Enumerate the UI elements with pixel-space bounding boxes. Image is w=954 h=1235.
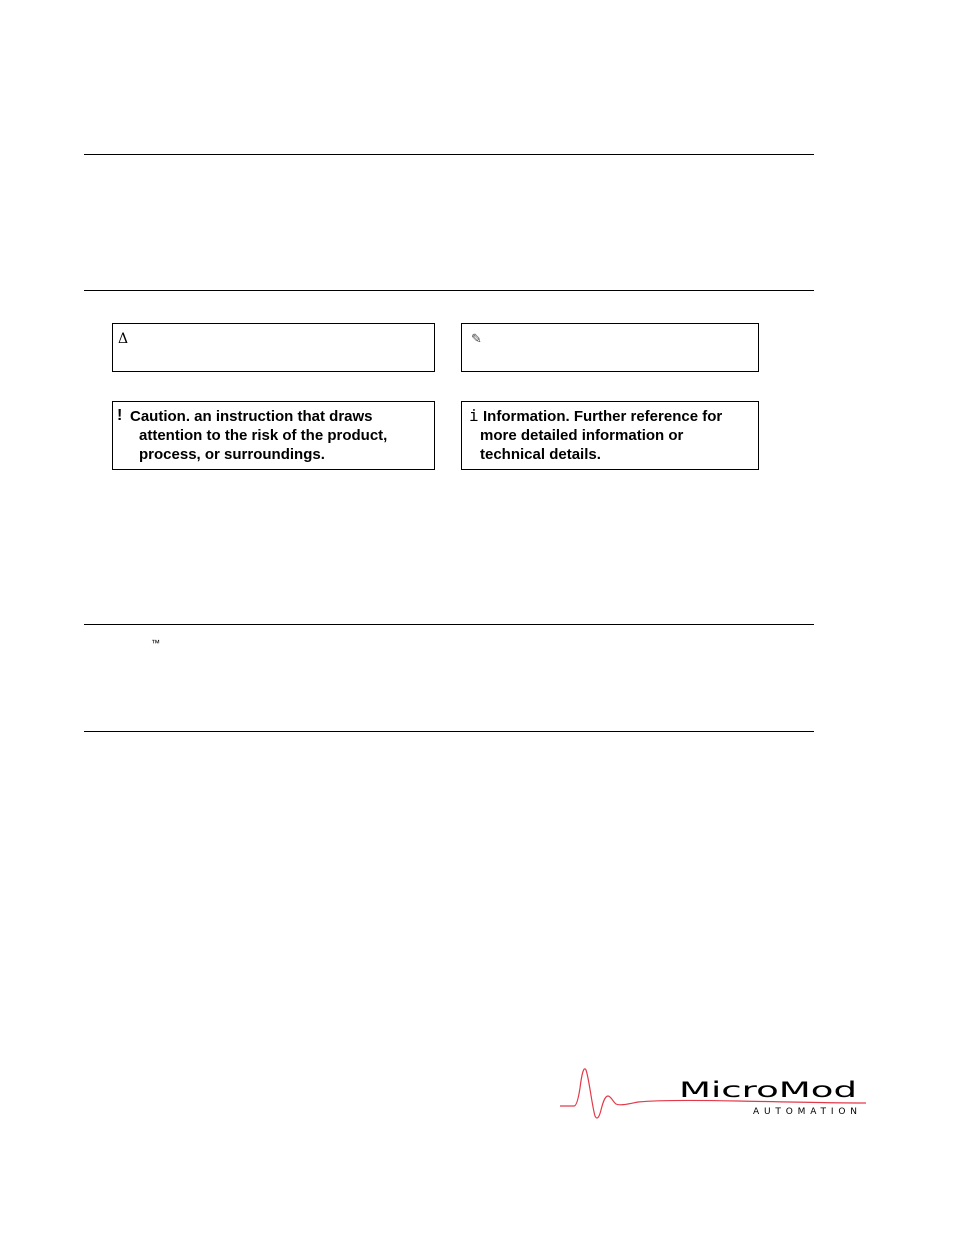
exclamation-caution-icon: !	[117, 407, 123, 424]
information-text-line-3: technical details.	[480, 446, 601, 463]
information-text-line-2: more detailed information or	[480, 427, 684, 444]
divider-rule-3	[84, 624, 814, 625]
warning-notice-box	[112, 323, 435, 372]
divider-rule-2	[84, 290, 814, 291]
trademark-symbol: ™	[151, 638, 160, 648]
pencil-note-icon: ✎	[471, 332, 482, 347]
logo-tagline-text: AUTOMATION	[753, 1107, 857, 1117]
micromod-logo	[558, 1064, 868, 1122]
delta-warning-icon: Δ	[118, 331, 129, 347]
caution-text-line-2: attention to the risk of the product,	[139, 427, 388, 444]
information-notice-box	[461, 401, 759, 470]
caution-notice-box	[112, 401, 435, 470]
caution-text-line-3: process, or surroundings.	[139, 446, 325, 463]
info-i-icon: i	[469, 406, 479, 425]
note-notice-box	[461, 323, 759, 372]
divider-rule-1	[84, 154, 814, 155]
divider-rule-4	[84, 731, 814, 732]
information-text-line-1: Information. Further reference for	[483, 408, 723, 425]
logo-brand-text: MicroMod	[679, 1078, 857, 1102]
caution-text-line-1: Caution. an instruction that draws	[130, 408, 373, 425]
